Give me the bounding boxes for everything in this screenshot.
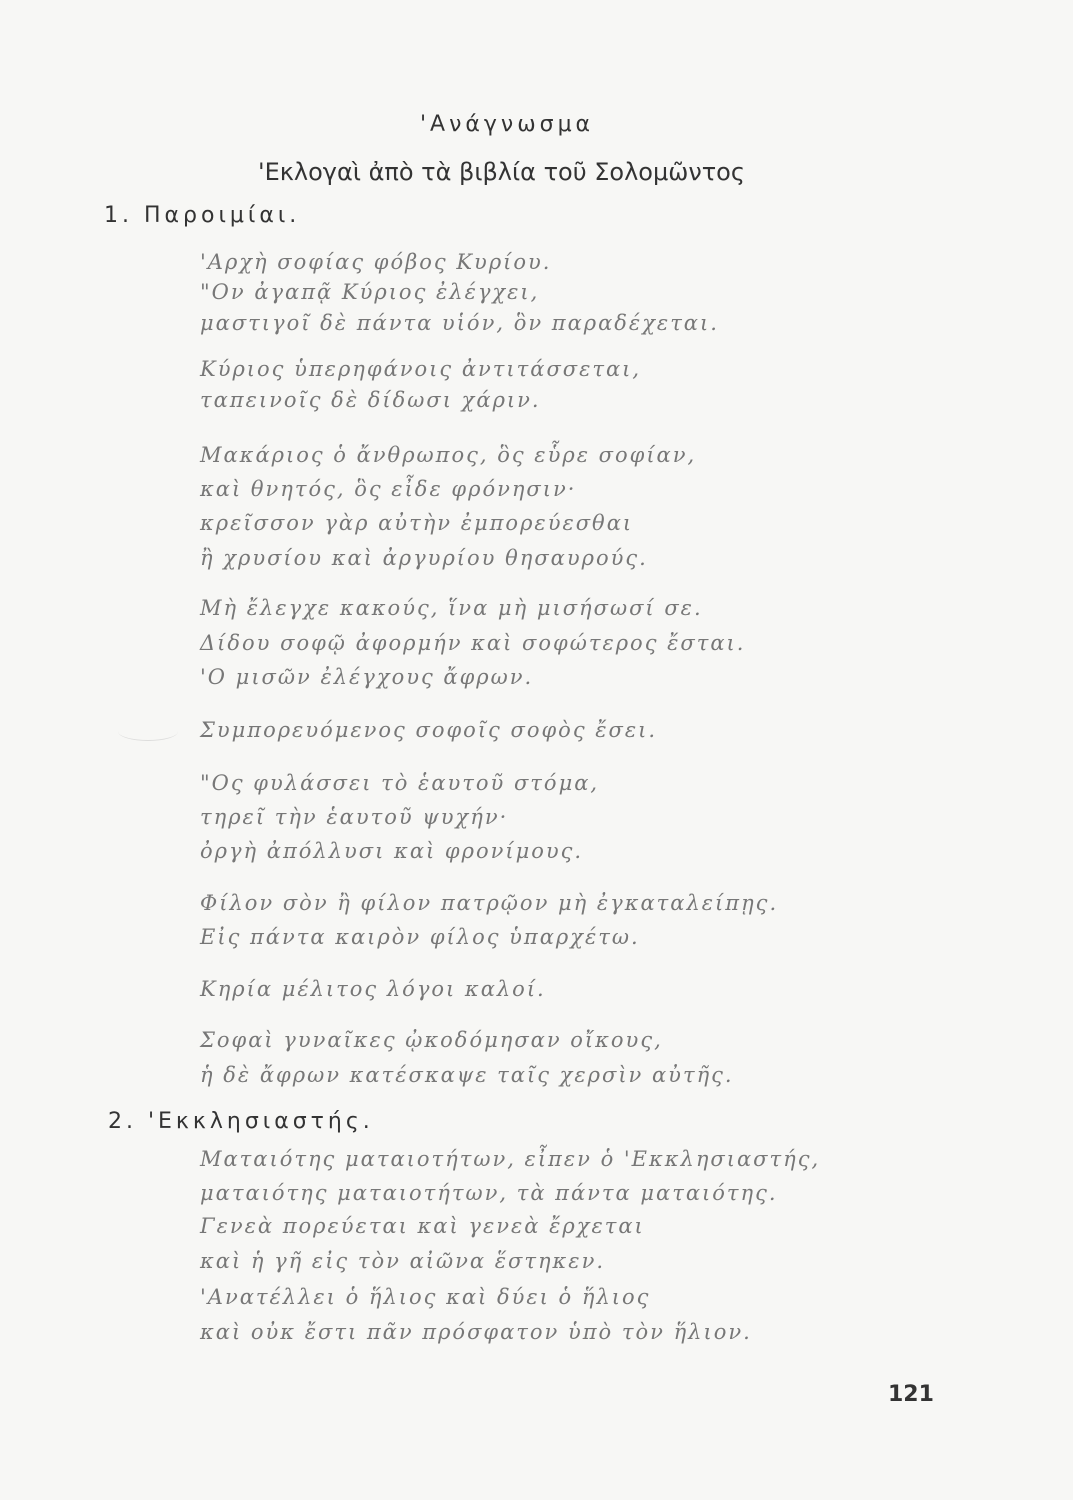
margin-mark bbox=[118, 722, 178, 741]
verse-line: καὶ θνητός, ὃς εἶδε φρόνησιν· bbox=[200, 477, 577, 501]
verse-line: Φίλον σὸν ἢ φίλον πατρῷον μὴ ἐγκαταλείπῃς. bbox=[200, 891, 779, 915]
verse-line: τηρεῖ τὴν ἑαυτοῦ ψυχήν· bbox=[200, 805, 509, 829]
verse-line: Μὴ ἔλεγχε κακούς, ἵνα μὴ μισήσωσί σε. bbox=[200, 596, 703, 620]
verse-line: κρεῖσσον γὰρ αὐτὴν ἐμπορεύεσθαι bbox=[200, 511, 634, 535]
verse-line: Συμπορευόμενος σοφοῖς σοφὸς ἔσει. bbox=[200, 718, 658, 742]
verse-line: Ματαιότης ματαιοτήτων, εἶπεν ὁ 'Εκκλησιαστής, bbox=[200, 1147, 821, 1171]
verse-line: Γενεὰ πορεύεται καὶ γενεὰ ἔρχεται bbox=[200, 1214, 645, 1238]
verse-line: 'Ο μισῶν ἐλέγχους ἄφρων. bbox=[200, 665, 534, 689]
verse-line: ὀργὴ ἀπόλλυσι καὶ φρονίμους. bbox=[200, 839, 584, 863]
verse-line: 'Αρχὴ σοφίας φόβος Κυρίου. bbox=[200, 250, 552, 274]
verse-line: "Ος φυλάσσει τὸ ἑαυτοῦ στόμα, bbox=[200, 771, 600, 795]
verse-line: καὶ ἡ γῆ εἰς τὸν αἰῶνα ἕστηκεν. bbox=[200, 1249, 606, 1273]
verse-line: Κύριος ὑπερηφάνοις ἀντιτάσσεται, bbox=[200, 357, 642, 381]
verse-line: ματαιότης ματαιοτήτων, τὰ πάντα ματαιότης. bbox=[200, 1181, 778, 1205]
verse-line: μαστιγοῖ δὲ πάντα υἱόν, ὃν παραδέχεται. bbox=[200, 311, 719, 335]
verse-line: ταπεινοῖς δὲ δίδωσι χάριν. bbox=[200, 388, 541, 412]
verse-line: 'Ανατέλλει ὁ ἥλιος καὶ δύει ὁ ἥλιος bbox=[200, 1285, 651, 1309]
page-subheading: 'Εκλογαὶ ἀπὸ τὰ βιβλία τοῦ Σολομῶντος bbox=[258, 158, 745, 186]
verse-line: Σοφαὶ γυναῖκες ᾠκοδόμησαν οἴκους, bbox=[200, 1028, 663, 1052]
verse-line: ἢ χρυσίου καὶ ἀργυρίου θησαυρούς. bbox=[200, 546, 648, 570]
verse-line: Κηρία μέλιτος λόγοι καλοί. bbox=[200, 977, 546, 1001]
page-heading: 'Ανάγνωσμα bbox=[420, 112, 595, 137]
verse-line: Μακάριος ὁ ἄνθρωπος, ὃς εὗρε σοφίαν, bbox=[200, 443, 697, 467]
section-title-ecclesiastes: 2. 'Εκκλησιαστής. bbox=[108, 1109, 374, 1134]
verse-line: Δίδου σοφῷ ἀφορμήν καὶ σοφώτερος ἔσται. bbox=[200, 631, 746, 655]
verse-line: Εἰς πάντα καιρὸν φίλος ὑπαρχέτω. bbox=[200, 925, 640, 949]
verse-line: ἡ δὲ ἄφρων κατέσκαψε ταῖς χερσὶν αὐτῆς. bbox=[200, 1063, 734, 1087]
verse-line: καὶ οὐκ ἔστι πᾶν πρόσφατον ὑπὸ τὸν ἥλιον. bbox=[200, 1320, 752, 1344]
verse-line: "Ον ἀγαπᾷ Κύριος ἐλέγχει, bbox=[200, 280, 540, 304]
page-number: 121 bbox=[888, 1382, 934, 1407]
section-title-proverbs: 1. Παροιμίαι. bbox=[104, 203, 301, 228]
